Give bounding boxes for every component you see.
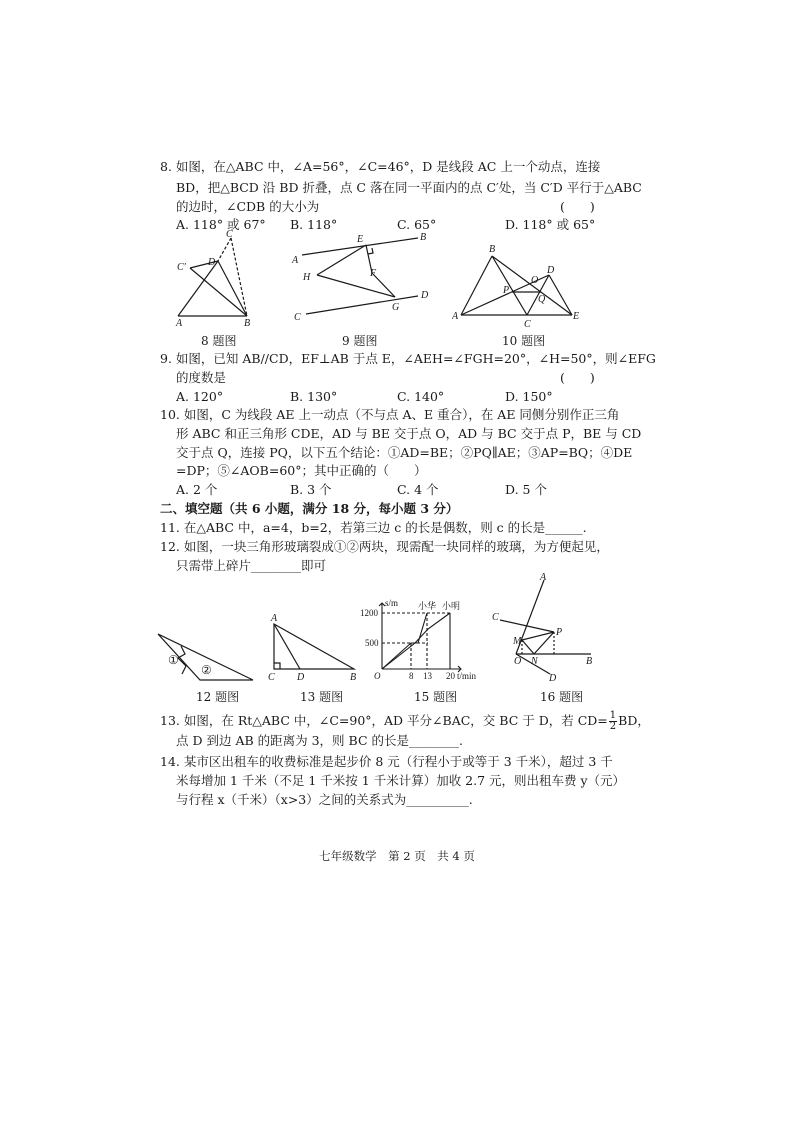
fig10-label-e: E: [573, 311, 580, 322]
fig12-piece-1: ①: [168, 653, 179, 667]
q9-line1: 9. 如图，已知 AB//CD，EF⊥AB 于点 E，∠AEH=∠FGH=20°，∠H=50°，则∠EFG: [160, 351, 656, 366]
q9-option-d: D. 150°: [505, 389, 553, 404]
fig15-tick-500: 500: [365, 638, 379, 648]
fig13-label-c: C: [268, 672, 275, 683]
fig10-label-b: B: [489, 244, 496, 255]
fig15-series-xiaohua: 小华: [418, 601, 437, 611]
q13-fraction-numerator: 1: [609, 710, 617, 721]
fig16-label-c: C: [492, 612, 499, 623]
fig12-piece-2: ②: [201, 663, 212, 677]
fig16-label-m: M: [513, 636, 522, 647]
caption-fig10: 10 题图: [502, 334, 546, 348]
caption-fig8: 8 题图: [201, 334, 237, 348]
fig16-label-d: D: [549, 673, 557, 684]
fig16-label-b: B: [586, 656, 593, 667]
fig15-tick-13: 13: [423, 671, 432, 681]
q8-line3: 的边时，∠CDB 的大小为: [176, 199, 320, 214]
fig9-label-h: H: [303, 272, 311, 283]
q9-option-a: A. 120°: [176, 389, 224, 404]
q9-option-b: B. 130°: [290, 389, 338, 404]
figure-16: [486, 572, 606, 684]
fig16-label-p: P: [556, 627, 563, 638]
q13-line1: [160, 711, 650, 732]
fig16-label-a: A: [540, 572, 547, 583]
fig8-label-d: D: [208, 257, 216, 268]
q10-option-c: C. 4 个: [397, 482, 439, 497]
q10-option-a: A. 2 个: [176, 482, 218, 497]
fig13-label-b: B: [350, 672, 357, 683]
figure-8: [170, 228, 260, 330]
q8-option-c: C. 65°: [397, 217, 437, 232]
fig15-y-axis-label: s/m: [385, 598, 399, 608]
q13-line2: 点 D 到边 AB 的距离为 3，则 BC 的长是________.: [176, 733, 463, 748]
q10-option-d: D. 5 个: [505, 482, 547, 497]
fig15-x-axis-label: t/min: [457, 671, 477, 681]
figure-9: [288, 228, 438, 328]
fig9-label-d: D: [421, 290, 429, 301]
q8-bracket: ( ): [560, 199, 595, 214]
q8-line2: BD，把△BCD 沿 BD 折叠，点 C 落在同一平面内的点 C′处，当 C′D 平行于△ABC: [176, 180, 642, 195]
fig9-label-a: A: [292, 255, 299, 266]
fig13-label-d: D: [297, 672, 305, 683]
q13-line1-text: 13. 如图，在 Rt△ABC 中，∠C=90°，AD 平分∠BAC，交 BC 于 D，若 CD=: [160, 713, 608, 728]
fig10-label-c: C: [524, 319, 531, 330]
q10-line4: =DP；⑤∠AOB=60°；其中正确的（ ）: [176, 463, 427, 478]
q11-line: 11. 在△ABC 中，a=4，b=2，若第三边 c 的长是偶数，则 c 的长是______.: [160, 520, 587, 535]
q8-option-a: A. 118° 或 67°: [176, 217, 266, 232]
fig13-label-a: A: [271, 613, 278, 624]
q12-line1: 12. 如图，一块三角形玻璃裂成①②两块，现需配一块同样的玻璃，为方便起见，: [160, 539, 609, 554]
q13-fraction-denominator: 2: [609, 721, 617, 732]
q14-line3: 与行程 x（千米）（x>3）之间的关系式为__________.: [176, 792, 473, 807]
fig10-label-p: P: [503, 285, 510, 296]
q14-line2: 米每增加 1 千米（不足 1 千米按 1 千米计算）加收 2.7 元，则出租车费 y（元）: [176, 773, 626, 788]
fig16-label-o: O: [514, 656, 522, 667]
fig9-label-f: F: [370, 268, 377, 279]
q8-option-d: D. 118° 或 65°: [505, 217, 596, 232]
q9-bracket: ( ): [560, 370, 595, 385]
fig9-label-b: B: [420, 232, 427, 243]
q13-line1-tail: BD，: [618, 713, 650, 728]
caption-fig13: 13 题图: [300, 690, 344, 704]
q8-line1: 8. 如图，在△ABC 中，∠A=56°，∠C=46°，D 是线段 AC 上一个动点，连接: [160, 159, 601, 174]
fig10-label-a: A: [452, 311, 459, 322]
fig15-tick-1200: 1200: [360, 608, 378, 618]
fig15-series-xiaoming: 小明: [442, 601, 461, 611]
fig8-label-a: A: [176, 318, 183, 329]
q10-option-b: B. 3 个: [290, 482, 332, 497]
q14-line1: 14. 某市区出租车的收费标准是起步价 8 元（行程小于或等于 3 千米），超过 3 千: [160, 754, 613, 769]
q13-fraction: [609, 711, 617, 732]
caption-fig16: 16 题图: [540, 690, 584, 704]
figure-13: [262, 612, 364, 684]
q10-line2: 形 ABC 和正三角形 CDE，AD 与 BE 交于点 O，AD 与 BC 交于点 P，BE 与 CD: [176, 426, 642, 441]
fig16-label-n: N: [531, 656, 538, 667]
fig15-tick-8: 8: [409, 671, 414, 681]
fig8-label-c: C: [226, 229, 233, 240]
fig8-label-c-prime: C′: [177, 262, 186, 273]
fig8-label-b: B: [244, 318, 251, 329]
q12-line2: 只需带上碎片________即可: [176, 558, 327, 573]
q9-line2: 的度数是: [176, 370, 227, 385]
figure-12: [155, 628, 260, 686]
q8-option-b: B. 118°: [290, 217, 338, 232]
fig10-label-q: Q: [538, 294, 546, 305]
caption-fig12: 12 题图: [196, 690, 240, 704]
fig15-tick-20: 20: [446, 671, 455, 681]
fig9-label-g: G: [392, 302, 400, 313]
fig15-origin: O: [374, 671, 381, 681]
caption-fig15: 15 题图: [414, 690, 458, 704]
fig9-label-e: E: [357, 234, 364, 245]
fig9-label-c: C: [294, 312, 301, 323]
fig10-label-o: O: [531, 275, 539, 286]
figure-10: [452, 240, 587, 332]
section-fill-in-heading: 二、填空题（共 6 小题，满分 18 分，每小题 3 分）: [160, 501, 459, 516]
q10-line1: 10. 如图，C 为线段 AE 上一动点（不与点 A、E 重合），在 AE 同侧分别作正三角: [160, 407, 620, 422]
caption-fig9: 9 题图: [342, 334, 378, 348]
q9-option-c: C. 140°: [397, 389, 445, 404]
page-footer: 七年级数学 第 2 页 共 4 页: [319, 849, 475, 863]
q10-line3: 交于点 Q，连接 PQ，以下五个结论：①AD=BE；②PQ∥AE；③AP=BQ；④DE: [176, 445, 633, 460]
figure-15: [360, 597, 480, 687]
fig10-label-d: D: [547, 265, 555, 276]
